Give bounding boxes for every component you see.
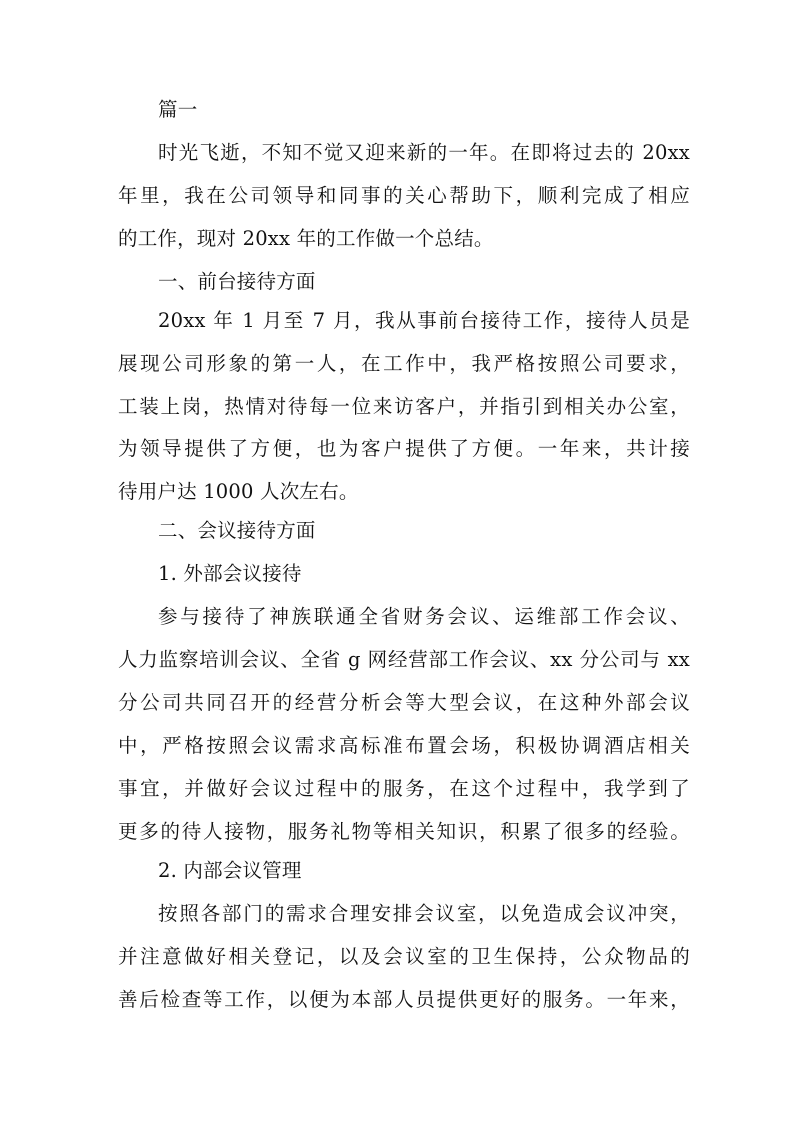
subsection-heading: 2. 内部会议管理: [158, 859, 302, 882]
paragraph-line: 待用户达 1000 人次左右。: [118, 480, 359, 503]
paragraph-line: 工装上岗，热情对待每一位来访客户，并指引到相关办公室，: [118, 395, 690, 418]
paragraph-line: 中，严格按照会议需求高标准布置会场，积极协调酒店相关: [118, 734, 690, 757]
paragraph-line: 参与接待了神族联通全省财务会议、运维部工作会议、: [158, 605, 690, 628]
paragraph-line: 分公司共同召开的经营分析会等大型会议，在这种外部会议: [118, 691, 690, 714]
section-heading: 二、会议接待方面: [158, 519, 316, 542]
paragraph-line: 并注意做好相关登记，以及会议室的卫生保持，公众物品的: [118, 945, 690, 968]
section-heading: 一、前台接待方面: [158, 270, 316, 293]
paragraph-line: 按照各部门的需求合理安排会议室，以免造成会议冲突，: [158, 902, 690, 925]
paragraph-line: 的工作，现对 20xx 年的工作做一个总结。: [118, 227, 494, 250]
paragraph-line: 为领导提供了方便，也为客户提供了方便。一年来，共计接: [118, 437, 690, 460]
subsection-heading: 1. 外部会议接待: [158, 562, 302, 585]
paragraph-line: 年里，我在公司领导和同事的关心帮助下，顺利完成了相应: [118, 184, 690, 207]
section-title-pian-yi: 篇一: [158, 98, 198, 121]
paragraph-line: 善后检查等工作，以便为本部人员提供更好的服务。一年来，: [118, 988, 690, 1011]
paragraph-line: 展现公司形象的第一人，在工作中，我严格按照公司要求，: [118, 352, 690, 375]
paragraph-line: 人力监察培训会议、全省 g 网经营部工作会议、xx 分公司与 xx: [118, 648, 690, 671]
paragraph-line: 更多的待人接物，服务礼物等相关知识，积累了很多的经验。: [118, 820, 690, 843]
paragraph-line: 事宜，并做好会议过程中的服务，在这个过程中，我学到了: [118, 777, 690, 800]
paragraph-line: 时光飞逝，不知不觉又迎来新的一年。在即将过去的 20xx: [158, 141, 690, 164]
paragraph-line: 20xx 年 1 月至 7 月，我从事前台接待工作，接待人员是: [158, 309, 690, 332]
